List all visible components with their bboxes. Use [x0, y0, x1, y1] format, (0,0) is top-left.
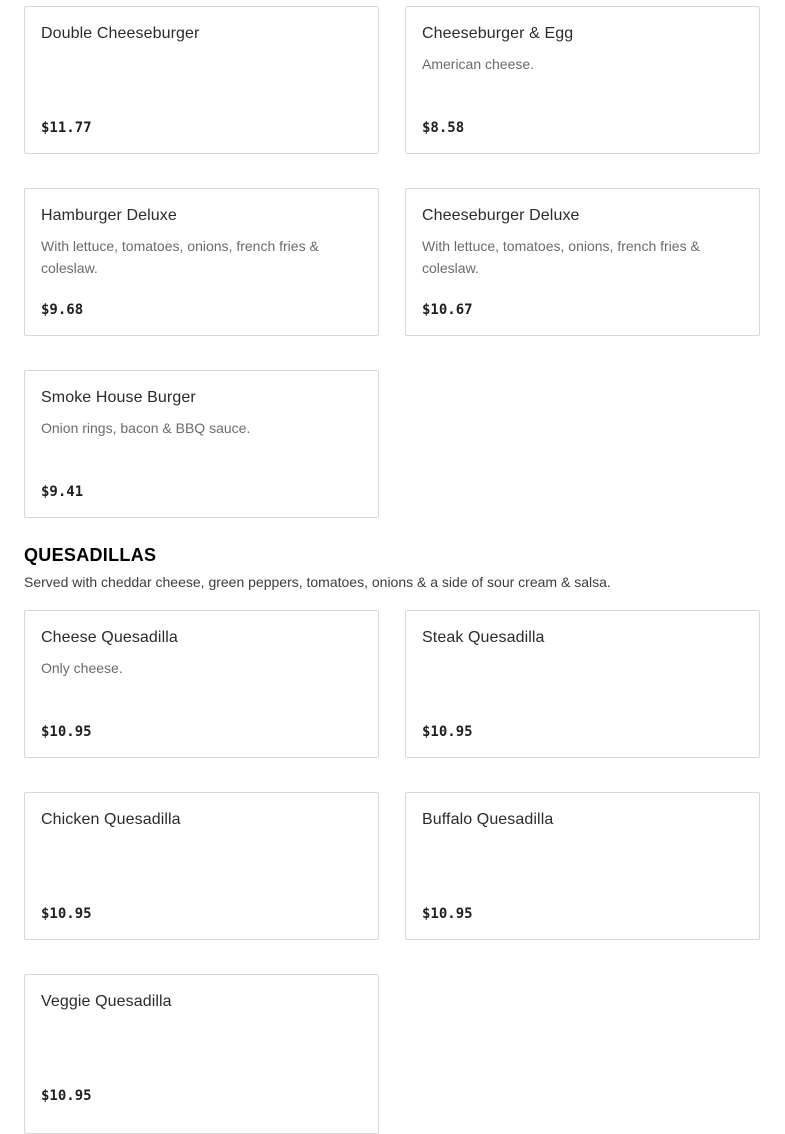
item-price: $10.95: [41, 1088, 92, 1104]
item-price: $10.95: [422, 724, 473, 740]
item-name: Buffalo Quesadilla: [422, 811, 554, 828]
menu-item-card[interactable]: [405, 792, 760, 940]
item-name: Double Cheeseburger: [41, 25, 200, 42]
menu-item-card[interactable]: [405, 188, 760, 336]
item-name: Chicken Quesadilla: [41, 811, 181, 828]
item-price: $8.58: [422, 120, 465, 136]
item-name: Veggie Quesadilla: [41, 993, 172, 1010]
item-price: $10.95: [41, 906, 92, 922]
item-price: $11.77: [41, 120, 92, 136]
menu-item-card[interactable]: [405, 6, 760, 154]
menu-item-card[interactable]: [24, 610, 379, 758]
item-description: Onion rings, bacon & BBQ sauce.: [41, 420, 251, 436]
item-description: With lettuce, tomatoes, onions, french fries & coleslaw.: [41, 238, 319, 276]
item-name: Cheese Quesadilla: [41, 629, 178, 646]
item-name: Cheeseburger Deluxe: [422, 207, 580, 224]
section-title: QUESADILLAS: [24, 545, 157, 565]
section-description: Served with cheddar cheese, green peppers, tomatoes, onions & a side of sour cream & salsa.: [24, 574, 611, 590]
menu-item-card[interactable]: [405, 610, 760, 758]
item-price: $10.95: [422, 906, 473, 922]
item-price: $9.68: [41, 302, 84, 318]
item-price: $10.95: [41, 724, 92, 740]
item-price: $10.67: [422, 302, 473, 318]
item-description: With lettuce, tomatoes, onions, french fries & coleslaw.: [422, 238, 700, 276]
item-price: $9.41: [41, 484, 84, 500]
menu-item-card[interactable]: [24, 974, 379, 1134]
item-name: Steak Quesadilla: [422, 629, 545, 646]
menu-item-card[interactable]: [24, 792, 379, 940]
item-description: Only cheese.: [41, 660, 123, 676]
item-name: Cheeseburger & Egg: [422, 25, 574, 42]
menu-item-card[interactable]: [24, 370, 379, 518]
item-name: Hamburger Deluxe: [41, 207, 177, 224]
menu-item-card[interactable]: [24, 6, 379, 154]
item-description: American cheese.: [422, 56, 535, 72]
item-name: Smoke House Burger: [41, 389, 196, 406]
menu-item-card[interactable]: [24, 188, 379, 336]
